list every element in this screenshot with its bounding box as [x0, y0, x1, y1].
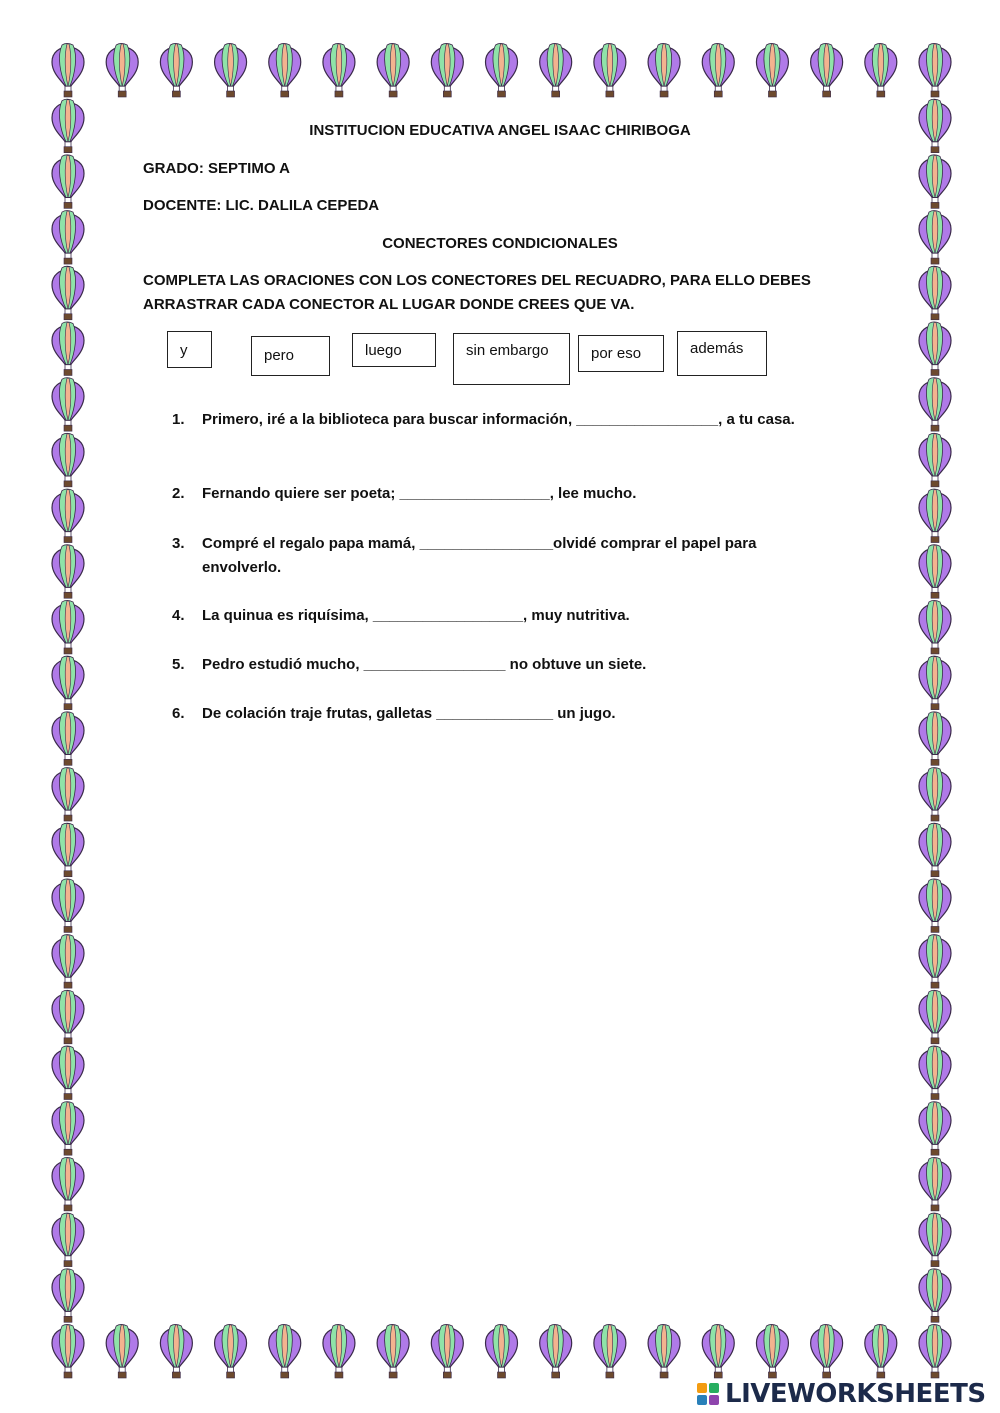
- hot-air-balloon-icon: [919, 44, 951, 98]
- hot-air-balloon-icon: [919, 1046, 951, 1100]
- hot-air-balloon-icon: [52, 712, 84, 766]
- hot-air-balloon-icon: [52, 879, 84, 933]
- question-number: 3.: [172, 535, 185, 552]
- hot-air-balloon-icon: [323, 1325, 355, 1379]
- liveworksheets-logo[interactable]: [697, 1378, 986, 1410]
- hot-air-balloon-icon: [52, 1325, 84, 1379]
- hot-air-balloon-icon: [106, 44, 138, 98]
- question-text[interactable]: Primero, iré a la biblioteca para buscar información, _________________, a tu casa.: [202, 411, 795, 428]
- question-text[interactable]: Fernando quiere ser poeta; __________________, lee mucho.: [202, 485, 637, 502]
- question-number: 6.: [172, 705, 185, 722]
- worksheet-title: CONECTORES CONDICIONALES: [382, 235, 618, 252]
- hot-air-balloon-icon: [811, 1325, 843, 1379]
- hot-air-balloon-icon: [52, 1213, 84, 1267]
- hot-air-balloon-icon: [919, 266, 951, 320]
- hot-air-balloon-icon: [865, 44, 897, 98]
- hot-air-balloon-icon: [215, 44, 247, 98]
- question-text[interactable]: La quinua es riquísima, __________________, muy nutritiva.: [202, 607, 630, 624]
- question-1: [172, 408, 795, 432]
- hot-air-balloon-icon: [702, 1325, 734, 1379]
- hot-air-balloon-icon: [323, 44, 355, 98]
- hot-air-balloon-icon: [919, 322, 951, 376]
- school-name: INSTITUCION EDUCATIVA ANGEL ISAAC CHIRIBOGA: [309, 122, 691, 139]
- hot-air-balloon-icon: [431, 44, 463, 98]
- hot-air-balloon-icon: [919, 1102, 951, 1156]
- hot-air-balloon-icon: [919, 378, 951, 432]
- teacher-label: DOCENTE: LIC. DALILA CEPEDA: [143, 197, 380, 214]
- question-2: [172, 482, 636, 506]
- hot-air-balloon-icon: [52, 823, 84, 877]
- question-5: [172, 653, 646, 677]
- hot-air-balloon-icon: [52, 155, 84, 209]
- hot-air-balloon-icon: [52, 990, 84, 1044]
- connector-por-eso[interactable]: por eso: [578, 335, 664, 372]
- hot-air-balloon-icon: [540, 1325, 572, 1379]
- hot-air-balloon-icon: [919, 1269, 951, 1323]
- hot-air-balloon-icon: [756, 1325, 788, 1379]
- hot-air-balloon-icon: [648, 1325, 680, 1379]
- hot-air-balloon-icon: [377, 44, 409, 98]
- hot-air-balloon-icon: [52, 1046, 84, 1100]
- hot-air-balloon-icon: [269, 44, 301, 98]
- question-4: [172, 604, 630, 628]
- hot-air-balloon-icon: [919, 712, 951, 766]
- hot-air-balloon-icon: [52, 378, 84, 432]
- hot-air-balloon-icon: [52, 1269, 84, 1323]
- question-number: 5.: [172, 656, 185, 673]
- hot-air-balloon-icon: [919, 768, 951, 822]
- hot-air-balloon-icon: [702, 44, 734, 98]
- hot-air-balloon-icon: [160, 1325, 192, 1379]
- hot-air-balloon-icon: [215, 1325, 247, 1379]
- hot-air-balloon-icon: [52, 656, 84, 710]
- hot-air-balloon-icon: [865, 1325, 897, 1379]
- hot-air-balloon-icon: [52, 433, 84, 487]
- hot-air-balloon-icon: [52, 600, 84, 654]
- hot-air-balloon-icon: [431, 1325, 463, 1379]
- hot-air-balloon-icon: [486, 1325, 518, 1379]
- connector-pero[interactable]: pero: [251, 336, 330, 376]
- hot-air-balloon-icon: [269, 1325, 301, 1379]
- hot-air-balloon-icon: [919, 489, 951, 542]
- question-number: 4.: [172, 607, 185, 624]
- instructions-line-2: ARRASTRAR CADA CONECTOR AL LUGAR DONDE CREES QUE VA.: [143, 296, 635, 313]
- hot-air-balloon-icon: [756, 44, 788, 98]
- connector-ademas[interactable]: además: [677, 331, 767, 376]
- hot-air-balloon-icon: [919, 545, 951, 599]
- question-6: [172, 702, 616, 726]
- brand-name: LIVEWORKSHEETS: [725, 1379, 986, 1409]
- hot-air-balloon-icon: [540, 44, 572, 98]
- hot-air-balloon-icon: [919, 600, 951, 654]
- hot-air-balloon-icon: [919, 879, 951, 933]
- hot-air-balloon-icon: [811, 44, 843, 98]
- hot-air-balloon-icon: [377, 1325, 409, 1379]
- hot-air-balloon-icon: [486, 44, 518, 98]
- hot-air-balloon-icon: [52, 935, 84, 989]
- hot-air-balloon-icon: [919, 823, 951, 877]
- hot-air-balloon-icon: [919, 1157, 951, 1211]
- hot-air-balloon-icon: [594, 44, 626, 98]
- hot-air-balloon-icon: [919, 990, 951, 1044]
- hot-air-balloon-icon: [919, 656, 951, 710]
- liveworksheets-logo-icon: [697, 1383, 719, 1405]
- question-text[interactable]: Compré el regalo papa mamá, ________________olvidé comprar el papel para: [202, 535, 757, 552]
- instructions-line-1: COMPLETA LAS ORACIONES CON LOS CONECTORES DEL RECUADRO, PARA ELLO DEBES: [143, 272, 811, 289]
- hot-air-balloon-icon: [919, 1325, 951, 1379]
- hot-air-balloon-icon: [52, 768, 84, 822]
- hot-air-balloon-icon: [594, 1325, 626, 1379]
- grade-label: GRADO: SEPTIMO A: [143, 160, 290, 177]
- connector-sin-embargo[interactable]: sin embargo: [453, 333, 570, 385]
- question-text[interactable]: De colación traje frutas, galletas ______________ un jugo.: [202, 705, 616, 722]
- hot-air-balloon-icon: [52, 266, 84, 320]
- question-text[interactable]: Pedro estudió mucho, _________________ no obtuve un siete.: [202, 656, 647, 673]
- hot-air-balloon-icon: [919, 935, 951, 989]
- hot-air-balloon-icon: [919, 433, 951, 487]
- hot-air-balloon-icon: [648, 44, 680, 98]
- hot-air-balloon-icon: [52, 545, 84, 599]
- hot-air-balloon-icon: [52, 1157, 84, 1211]
- question-number: 2.: [172, 485, 185, 502]
- hot-air-balloon-icon: [160, 44, 192, 98]
- hot-air-balloon-icon: [52, 44, 84, 98]
- hot-air-balloon-icon: [919, 1213, 951, 1267]
- hot-air-balloon-icon: [52, 489, 84, 542]
- hot-air-balloon-icon: [919, 155, 951, 209]
- hot-air-balloon-icon: [52, 322, 84, 376]
- hot-air-balloon-icon: [52, 1102, 84, 1156]
- connector-y[interactable]: y: [167, 331, 212, 368]
- connector-luego[interactable]: luego: [352, 333, 436, 367]
- hot-air-balloon-icon: [106, 1325, 138, 1379]
- question-number: 1.: [172, 411, 185, 428]
- question-3: [172, 532, 756, 580]
- question-text-continued: envolverlo.: [202, 559, 282, 576]
